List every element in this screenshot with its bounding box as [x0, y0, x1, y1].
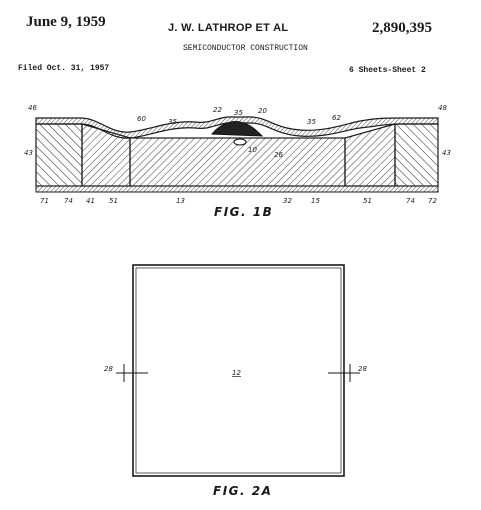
figure-caption-2a: FIG. 2A [213, 484, 273, 498]
ref-label: 32 [283, 197, 292, 205]
ref-label: 22 [213, 106, 222, 114]
ref-label: 28 [358, 365, 367, 373]
patent-date: June 9, 1959 [26, 14, 106, 30]
fig-1b-cross-section [24, 104, 451, 205]
ref-label: 60 [137, 115, 146, 123]
ref-label: 15 [311, 197, 320, 205]
figure-caption-1b: FIG. 1B [214, 205, 274, 219]
right-wedge-region [345, 124, 395, 186]
ref-label: 71 [40, 197, 49, 205]
ref-label: 74 [64, 197, 73, 205]
ref-label: 10 [248, 146, 257, 154]
ref-label: 20 [258, 107, 267, 115]
ref-label: 43 [24, 149, 33, 157]
ref-label: 26 [274, 151, 283, 159]
ref-label: 35 [234, 109, 243, 117]
fig-2a-plan-view [104, 265, 367, 476]
ref-label: 13 [176, 197, 185, 205]
ref-label: 51 [109, 197, 118, 205]
ref-label: 28 [104, 365, 113, 373]
ref-label: 46 [28, 104, 37, 112]
ref-label: 62 [332, 114, 341, 122]
ref-label: 41 [86, 197, 95, 205]
ref-label: 74 [406, 197, 415, 205]
ref-label: 12 [232, 369, 241, 377]
ref-label: 35 [307, 118, 316, 126]
ref-label: 48 [438, 104, 447, 112]
junction-dot [234, 139, 246, 145]
inventor-names: J. W. LATHROP ET AL [168, 22, 289, 34]
ref-label: 51 [363, 197, 372, 205]
filed-date: Filed Oct. 31, 1957 [18, 64, 110, 73]
bottom-layer [36, 186, 438, 192]
right-contact-block [395, 124, 438, 186]
ref-label: 35 [168, 118, 177, 126]
ref-label: 72 [428, 197, 437, 205]
sheet-count: 6 Sheets-Sheet 2 [349, 66, 426, 75]
patent-title: SEMICONDUCTOR CONSTRUCTION [183, 44, 308, 53]
left-contact-block [36, 124, 82, 186]
patent-number: 2,890,395 [372, 20, 432, 36]
ref-label: 43 [442, 149, 451, 157]
